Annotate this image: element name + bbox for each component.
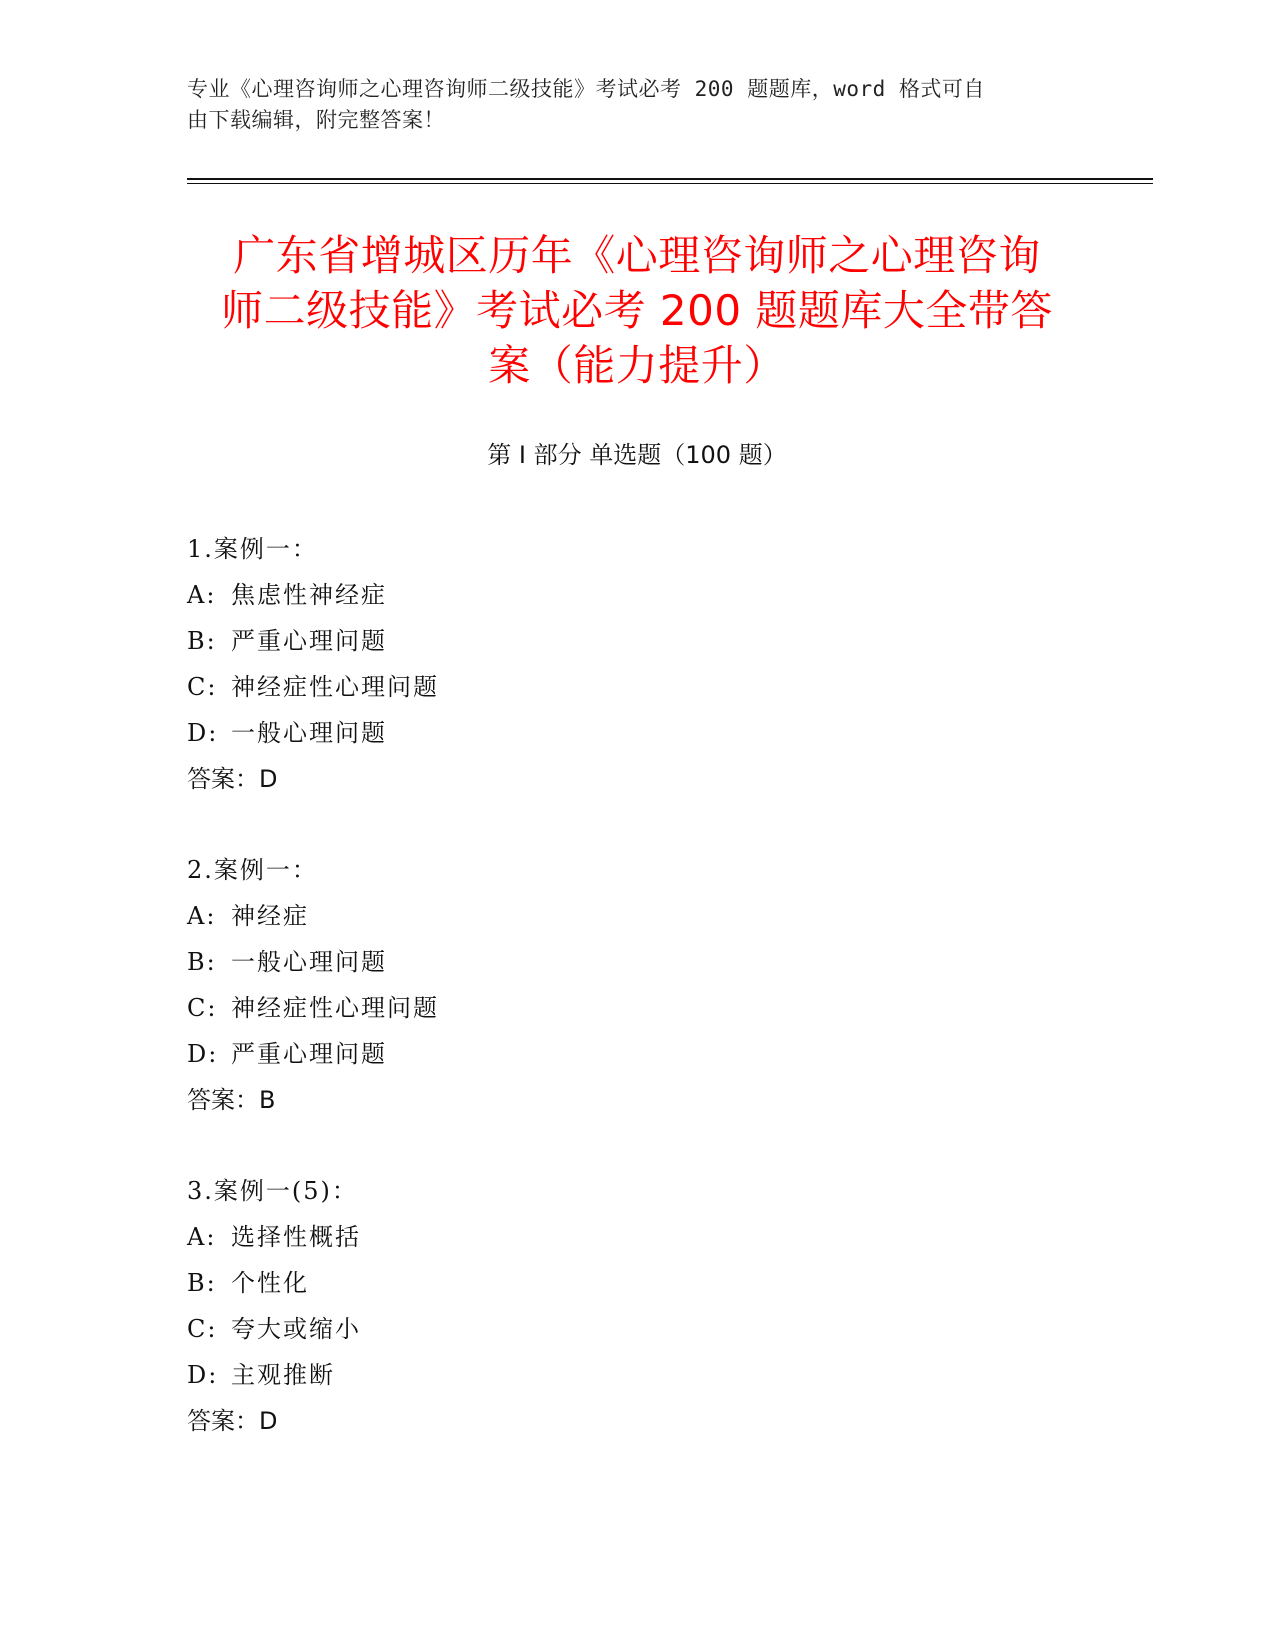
option-text: 神经症性心理问题 [231, 994, 439, 1022]
header-divider-thick [187, 178, 1153, 180]
answer-line: 答案：D [187, 765, 278, 793]
option-text: 主观推断 [231, 1361, 335, 1389]
option-letter: C: [187, 673, 218, 701]
option-text: 严重心理问题 [231, 627, 387, 655]
option-c [187, 1306, 1087, 1352]
option-b [187, 618, 1087, 664]
option-d [187, 1352, 1087, 1398]
header-note-line-2: 由下载编辑，附完整答案！ [187, 108, 445, 132]
option-letter: A: [187, 902, 217, 930]
section-title: 第 I 部分 单选题（100 题） [487, 441, 787, 469]
option-text: 焦虑性神经症 [231, 581, 387, 609]
option-text: 一般心理问题 [231, 948, 387, 976]
option-text: 严重心理问题 [231, 1040, 387, 1068]
header-note [187, 74, 1067, 136]
question-stem: 1.案例一： [187, 535, 318, 563]
option-letter: B: [187, 1269, 217, 1297]
option-letter: A: [187, 1223, 217, 1251]
answer-line: 答案：D [187, 1407, 278, 1435]
option-a [187, 572, 1087, 618]
option-a [187, 893, 1087, 939]
option-text: 夸大或缩小 [231, 1315, 361, 1343]
question-1 [187, 526, 1087, 802]
question-list [187, 526, 1087, 1489]
option-c [187, 664, 1087, 710]
option-a [187, 1214, 1087, 1260]
option-text: 一般心理问题 [231, 719, 387, 747]
option-c [187, 985, 1087, 1031]
option-text: 个性化 [231, 1269, 309, 1297]
option-text: 选择性概括 [231, 1223, 361, 1251]
header-divider-thin [187, 183, 1153, 184]
document-title-line-2: 师二级技能》考试必考 200 题题库大全带答 [221, 286, 1053, 335]
question-stem: 3.案例一(5)： [187, 1177, 358, 1205]
option-letter: C: [187, 994, 218, 1022]
option-letter: D: [187, 1361, 219, 1389]
option-d [187, 710, 1087, 756]
option-b [187, 939, 1087, 985]
option-letter: B: [187, 627, 217, 655]
document-title-line-1: 广东省增城区历年《心理咨询师之心理咨询 [233, 231, 1041, 280]
answer-line: 答案：B [187, 1086, 276, 1114]
question-stem: 2.案例一： [187, 856, 318, 884]
header-note-line-1: 专业《心理咨询师之心理咨询师二级技能》考试必考 200 题题库，word 格式可自 [187, 77, 985, 101]
option-text: 神经症性心理问题 [231, 673, 439, 701]
question-2 [187, 847, 1087, 1123]
option-letter: B: [187, 948, 217, 976]
option-letter: C: [187, 1315, 218, 1343]
option-letter: D: [187, 1040, 219, 1068]
document-title [187, 228, 1087, 393]
document-title-line-3: 案（能力提升） [488, 341, 786, 390]
option-letter: A: [187, 581, 217, 609]
question-3 [187, 1168, 1087, 1444]
option-text: 神经症 [231, 902, 309, 930]
option-letter: D: [187, 719, 219, 747]
option-b [187, 1260, 1087, 1306]
option-d [187, 1031, 1087, 1077]
